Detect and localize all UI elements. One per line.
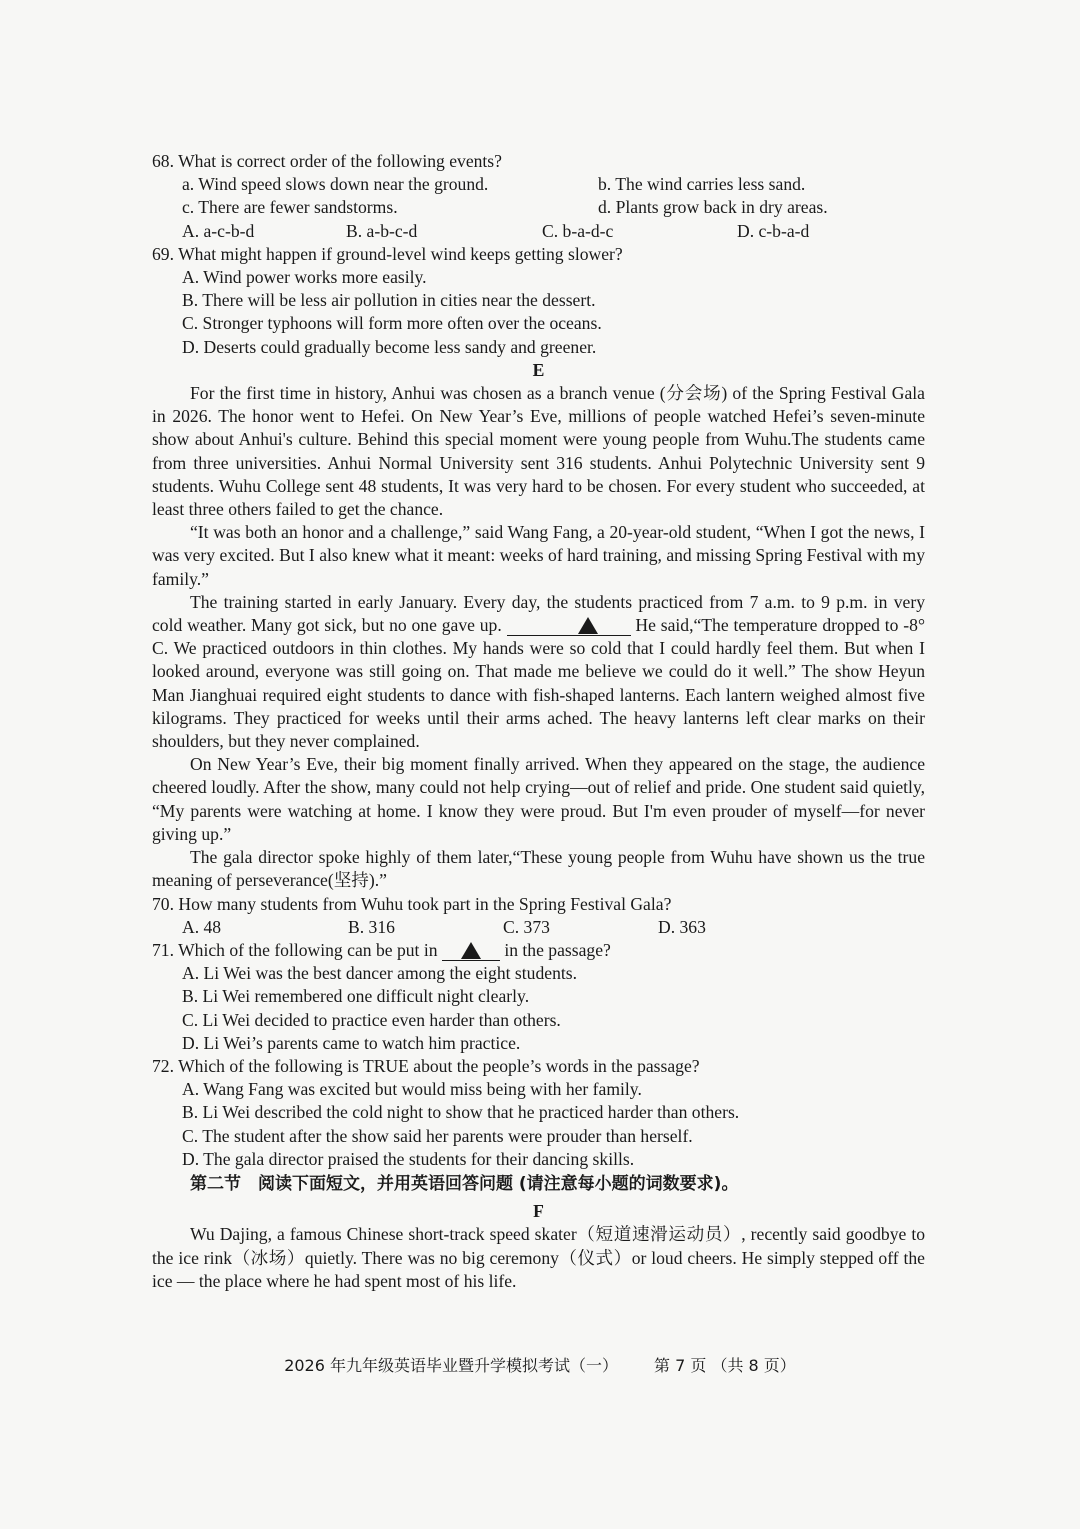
q68-options — [152, 220, 925, 243]
q70-options — [152, 916, 925, 939]
q71-stem — [152, 939, 925, 962]
footer-page-number: 第 7 页 （共 8 页） — [654, 1356, 796, 1375]
triangle-marker-icon — [578, 617, 598, 634]
q68-option-c: C. b-a-d-c — [542, 220, 614, 241]
q70-stem: 70. How many students from Wuhu took part in the Spring Festival Gala? — [152, 893, 672, 914]
q70-option-c: C. 373 — [503, 916, 550, 937]
passage-e-paragraph-3 — [152, 591, 925, 753]
passage-e-p3-part1: The training started in early January. Every day, the students practiced from 7 a.m. to 9 p.m. in very cold weather. Many got sick, but no one gave up. — [152, 591, 925, 636]
page-footer — [0, 1354, 1080, 1377]
q72-option-a: A. Wang Fang was excited but would miss being with her family. — [182, 1079, 642, 1100]
passage-e-p3-part2: He said,“The temperature dropped to -8° C. We practiced outdoors in thin clothes. My hands were so cold that I could hardly feel them. But when I looked around, everyone was still going on. That made me believe we could do it well.” The show Heyun Man Jianghuai required eight students to dance with fish-shaped lanterns. Each lantern weighed almost five kilograms. They practiced for weeks until their arms ached. The heavy lanterns left clear marks on their shoulders, but they never complained. — [152, 615, 925, 752]
passage-e-title: E — [532, 359, 545, 380]
passage-f-paragraph-1: Wu Dajing, a famous Chinese short-track speed skater（短道速滑运动员）, recently said goodbye to the ice rink（冰场）quietly. There was no big ceremony（仪式）or loud cheers. He simply stepped off the ice — the place where he had spent most of his life. — [152, 1224, 925, 1291]
q68-event-b: b. The wind carries less sand. — [598, 174, 806, 195]
footer-exam-title: 2026 年九年级英语毕业暨升学模拟考试（一） — [284, 1356, 618, 1375]
q71-option-b: B. Li Wei remembered one difficult night clearly. — [182, 986, 530, 1007]
q68-row2 — [152, 196, 925, 219]
q70-option-b: B. 316 — [348, 916, 395, 937]
q71-option-a: A. Li Wei was the best dancer among the eight students. — [182, 963, 577, 984]
passage-e — [152, 382, 925, 892]
q69-option-d: D. Deserts could gradually become less sandy and greener. — [182, 336, 597, 357]
q72-option-d: D. The gala director praised the students for their dancing skills. — [182, 1148, 635, 1169]
q71-stem-post: in the passage? — [504, 939, 611, 960]
q68-event-c: c. There are fewer sandstorms. — [182, 197, 398, 218]
q71-stem-pre: 71. Which of the following can be put in — [152, 939, 438, 960]
q70-option-a: A. 48 — [182, 916, 222, 937]
q68-option-a: A. a-c-b-d — [182, 220, 255, 241]
q69-option-b: B. There will be less air pollution in cities near the dessert. — [182, 290, 596, 311]
q71-option-c: C. Li Wei decided to practice even harder than others. — [182, 1009, 561, 1030]
passage-blank-71 — [507, 617, 631, 636]
section-2-heading: 第二节 阅读下面短文，并用英语回答问题 (请注意每小题的词数要求)。 — [190, 1173, 739, 1194]
q68-stem: 68. What is correct order of the following events? — [152, 151, 502, 171]
q70-option-d: D. 363 — [658, 916, 706, 937]
triangle-marker-icon — [461, 942, 481, 959]
q72-option-c: C. The student after the show said her parents were prouder than herself. — [182, 1125, 693, 1146]
q68-event-d: d. Plants grow back in dry areas. — [598, 197, 828, 218]
q72-stem: 72. Which of the following is TRUE about the people’s words in the passage? — [152, 1055, 700, 1076]
q71-option-d: D. Li Wei’s parents came to watch him practice. — [182, 1032, 521, 1053]
q68-row1 — [152, 173, 925, 196]
q69-option-a: A. Wind power works more easily. — [182, 267, 427, 288]
q69-stem: 69. What might happen if ground-level wind keeps getting slower? — [152, 243, 623, 264]
q72-option-b: B. Li Wei described the cold night to show that he practiced harder than others. — [182, 1102, 740, 1123]
q68-event-a: a. Wind speed slows down near the ground. — [182, 174, 489, 195]
q68-option-d: D. c-b-a-d — [737, 220, 810, 241]
passage-f — [152, 1223, 925, 1293]
passage-e-paragraph-2: “It was both an honor and a challenge,” said Wang Fang, a 20-year-old student, “When I got the news, I was very excited. But I also knew what it meant: weeks of hard training, and missing Spring Festival with my family.” — [152, 522, 925, 589]
passage-f-title: F — [533, 1201, 544, 1222]
passage-e-paragraph-1: For the first time in history, Anhui was chosen as a branch venue (分会场) of the Spring Festival Gala in 2026. The honor went to Hefei. On New Year’s Eve, millions of people watched Hefei’s seven-minute show about Anhui's culture. Behind this special moment were young people from Wuhu.The students came from three universities. Anhui Normal University sent 316 students. Anhui Polytechnic University sent 9 students. Wuhu College sent 48 students, It was very hard to be chosen. For every student who succeeded, at least three others failed to get the chance. — [152, 383, 925, 520]
q71-blank — [442, 942, 500, 961]
passage-e-paragraph-4: On New Year’s Eve, their big moment finally arrived. When they appeared on the stage, the audience cheered loudly. After the show, many could not help crying—out of relief and pride. One student said quietly, “My parents were watching at home. I know they were proud. But I'm even prouder of myself—for never giving up.” — [152, 754, 925, 844]
q68-option-b: B. a-b-c-d — [346, 220, 418, 241]
q69-option-c: C. Stronger typhoons will form more often over the oceans. — [182, 313, 602, 334]
passage-e-paragraph-5: The gala director spoke highly of them later,“These young people from Wuhu have shown us the true meaning of perseverance(坚持).” — [152, 847, 925, 891]
